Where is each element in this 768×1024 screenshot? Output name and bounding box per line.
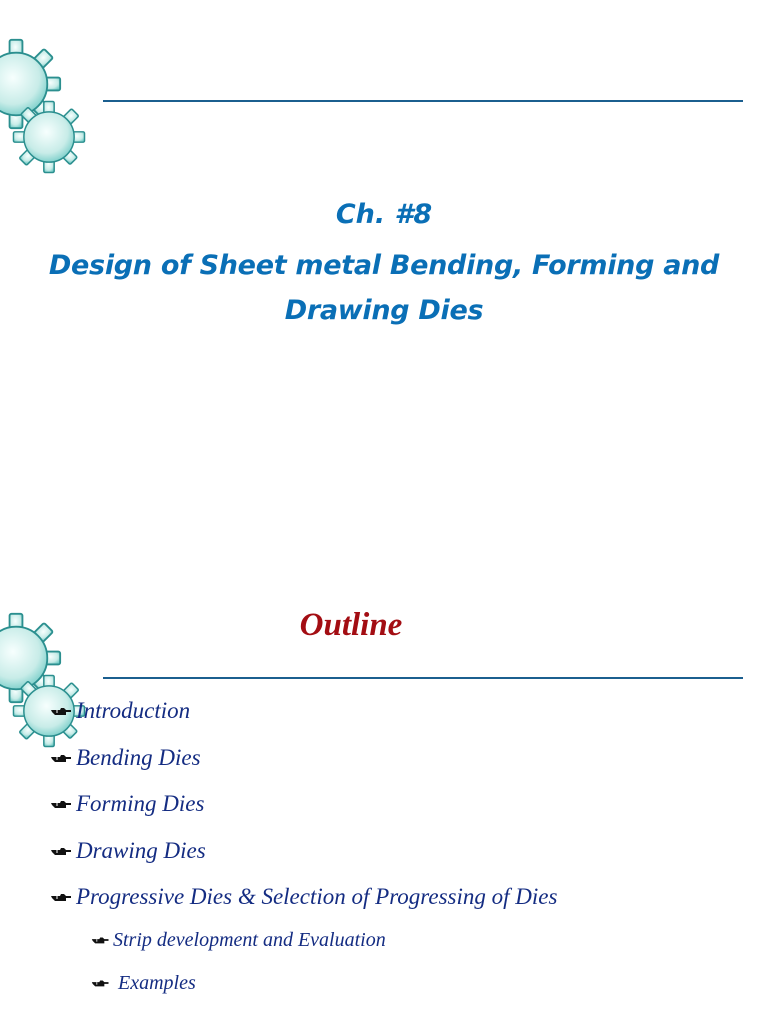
pointing-hand-icon (50, 890, 74, 904)
outline-item-label: Forming Dies (76, 791, 205, 816)
outline-item-label: Strip development and Evaluation (113, 929, 386, 951)
outline-item-bending-dies (50, 744, 201, 772)
outline-item-label: Bending Dies (76, 745, 201, 770)
outline-item-label: Introduction (76, 698, 191, 723)
outline-item-label: Progressive Dies & Selection of Progressing of Dies (76, 884, 558, 909)
pointing-hand-icon (50, 751, 74, 765)
main-title-line: Design of Sheet metal Bending, Forming and (48, 250, 720, 281)
outline-item-forming-dies (50, 790, 204, 818)
chapter-title-text: Ch. #8 (335, 199, 433, 230)
pointing-hand-icon (91, 934, 111, 946)
pointing-hand-icon (50, 797, 74, 811)
outline-item-label: Drawing Dies (76, 838, 206, 863)
outline-heading-text: Outline (299, 607, 403, 643)
outline-item-drawing-dies (50, 837, 206, 865)
pointing-hand-icon (91, 977, 111, 989)
pointing-hand-icon (50, 844, 74, 858)
outline-subitem-strip-development (91, 928, 386, 952)
main-title-line: Drawing Dies (284, 295, 484, 326)
outline-item-progressive-dies (50, 883, 557, 911)
outline-item-label: Examples (113, 972, 196, 994)
outline-subitem-examples (91, 971, 196, 995)
pointing-hand-icon (50, 704, 74, 718)
outline-item-introduction (50, 697, 190, 725)
